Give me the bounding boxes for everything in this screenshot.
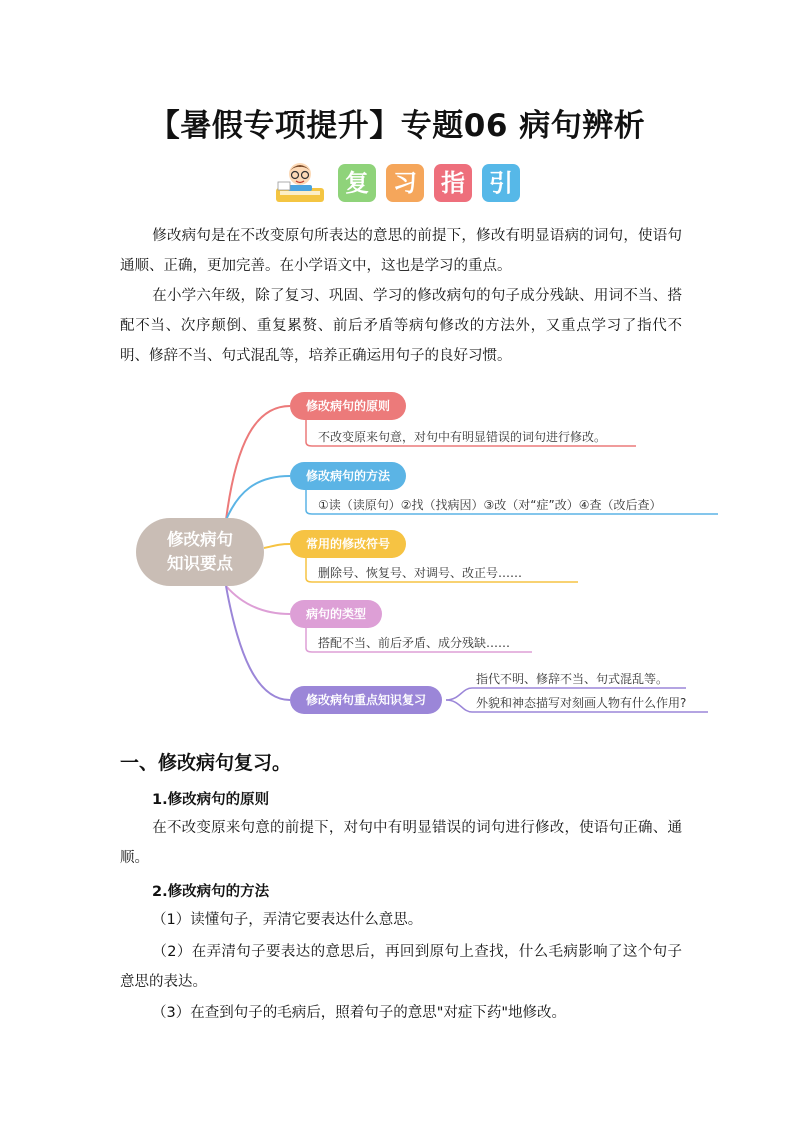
center-line-2: 知识要点 [167, 554, 233, 573]
principle-text-content: 在不改变原来句意的前提下，对句中有明显错误的词句进行修改，使语句正确、通顺。 [120, 820, 682, 866]
intro-text-1: 修改病句是在不改变原句所表达的意思的前提下，修改有明显语病的词句，使语句通顺、正确，更加完善。在小学语文中，这也是学习的重点。 [120, 228, 682, 274]
intro-paragraph-1 [120, 221, 682, 281]
principle-text [120, 813, 682, 873]
step-1-text: （1）读懂句子，弄清它要表达什么意思。 [152, 912, 423, 928]
leaf-method: ①读（读原句）②找（找病因）③改（对“症”改）④查（改后查） [318, 498, 662, 512]
step-2 [120, 937, 682, 997]
subheading-method: 2.修改病句的方法 [152, 884, 270, 900]
step-3 [120, 998, 682, 1028]
guide-tile-3: 指 [434, 164, 472, 202]
review-guide-banner [266, 158, 528, 208]
branch-method: 修改病句的方法 [290, 462, 406, 490]
mind-map [126, 382, 726, 722]
branch-types: 病句的类型 [290, 600, 382, 628]
page-title: 【暑假专项提升】专题06 病句辨析 [148, 108, 646, 144]
branch-principle: 修改病句的原则 [290, 392, 406, 420]
branch-review: 修改病句重点知识复习 [290, 686, 442, 714]
leaf-review-1: 指代不明、修辞不当、句式混乱等。 [476, 672, 669, 686]
leaf-principle: 不改变原来句意，对句中有明显错误的词句进行修改。 [318, 430, 607, 444]
leaf-review-2: 外貌和神态描写对刻画人物有什么作用? [476, 696, 687, 710]
subheading-principle: 1.修改病句的原则 [152, 792, 270, 808]
guide-tile-2: 习 [386, 164, 424, 202]
student-reading-icon [270, 158, 330, 206]
intro-text-2: 在小学六年级，除了复习、巩固、学习的修改病句的句子成分残缺、用词不当、搭配不当、次序颠倒、重复累赘、前后矛盾等病句修改的方法外，又重点学习了指代不明、修辞不当、句式混乱等，培养正确运用句子的良好习惯。 [120, 288, 682, 364]
guide-tile-1: 复 [338, 164, 376, 202]
step-2-text: （2）在弄清句子要表达的意思后，再回到原句上查找，什么毛病影响了这个句子意思的表达。 [120, 944, 682, 990]
guide-tile-4: 引 [482, 164, 520, 202]
center-line-1: 修改病句 [167, 530, 233, 549]
leaf-types: 搭配不当、前后矛盾、成分残缺…… [318, 636, 511, 650]
section-heading: 一、修改病句复习。 [120, 752, 292, 774]
leaf-symbols: 删除号、恢复号、对调号、改正号…… [318, 566, 523, 580]
step-1 [120, 905, 682, 935]
branch-symbols: 常用的修改符号 [290, 530, 406, 558]
step-3-text: （3）在查到句子的毛病后，照着句子的意思"对症下药"地修改。 [152, 1005, 567, 1021]
mind-map-center [136, 518, 264, 586]
intro-paragraph-2 [120, 281, 682, 371]
